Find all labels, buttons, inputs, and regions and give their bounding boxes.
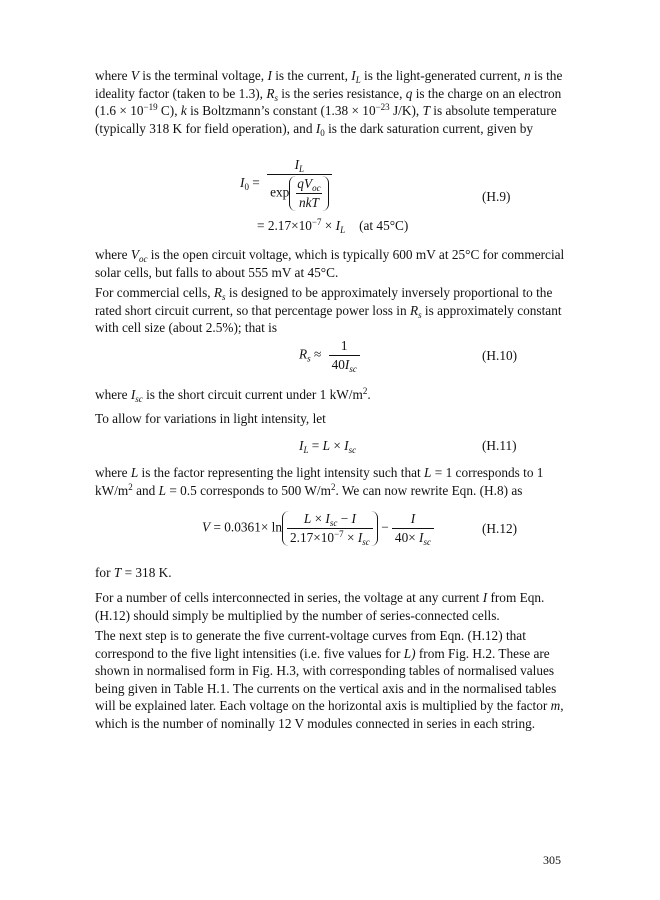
paragraph-series-resistance: For commercial cells, $R_s$ is designed to be approximately inversely proportional to the rated short circuit current, so that percentage power loss in $R_s$ is approximately constant with cell size (about 2.5%); that is — [95, 285, 562, 335]
equation-h9: $I_0$ = $I_L$ exp $\frac{qV_{oc}}{\text{nkT}}$ — [240, 157, 332, 211]
equation-h11-number: (H.11) — [482, 438, 517, 453]
paragraph-series-cells: For a number of cells interconnected in series, the voltage at any current I from Eqn. (H.12) should simply be multiplied by the number of series-connected cells. — [95, 590, 545, 623]
paragraph-short-circuit-current: where $I_{sc}$ is the short circuit current under 1 $kW/m^2$. — [95, 386, 371, 404]
equation-h10: $R_s$ ≈ $\frac{1}{40I_{sc}}$ — [299, 338, 360, 373]
page-number: 305 — [543, 853, 561, 867]
paragraph-light-intensity-intro: To allow for variations in light intensity, let — [95, 411, 326, 426]
equation-h11: $I_L = L \times I_{sc}$ — [299, 438, 357, 455]
equation-h9-line2: = $2.17\times 10^{-7} \times I_L$ (at 45°C) — [257, 217, 409, 235]
paragraph-for-t: for T = 318 K. — [95, 565, 172, 580]
paragraph-next-step: The next step is to generate the five current-voltage curves from Eqn. (H.12) that correspond to the five light intensities (i.e. five values for L) from Fig. H.2. These are shown in normalised form in Fig. H.3, with corresponding tables of normalised values being given in Table H.1. The currents on the vertical axis and in the normalised tables will be explained later. Each voltage on the horizontal axis is multiplied by the factor m, which is the number of nominally 12 V modules connected in series in each string. — [95, 628, 564, 731]
equation-h12: V = 0.0361× ln $\frac{L \times I_{sc} - I}{2.17\times 10^{-7} \times I_{sc}}$ − $\frac{I}{40\times I_{sc}}$ — [202, 511, 434, 546]
equation-h10-number: (H.10) — [482, 348, 518, 363]
paragraph-open-circuit-voltage: where $V_{oc}$ is the open circuit voltage, which is typically 600 mV at 25°C for commercial solar cells, but falls to about 555 mV at 45°C. — [95, 247, 565, 280]
paragraph-light-factor: where L is the factor representing the light intensity such that L = 1 corresponds to 1 $kW/m^2$ and L = 0.5 corresponds to 500 $W/m^2$. We can now rewrite Eqn. (H.8) as — [95, 465, 544, 498]
paragraph-variable-definitions: where V is the terminal voltage, I is the current, $I_L$ is the light-generated current, n is the ideality factor (taken to be 1.3), $R_s$ is the series resistance, q is the charge on an electron ($1.6 \times 10^{-19}$ C), k is Boltzmann’s constant ($1.38 \times 10^{-23}$ J/K), T is absolute temperature (typically 318 K for field operation), and $I_0$ is the dark saturation current, given by — [95, 68, 563, 138]
equation-h12-number: (H.12) — [482, 521, 518, 536]
equation-h9-number: (H.9) — [482, 189, 511, 204]
